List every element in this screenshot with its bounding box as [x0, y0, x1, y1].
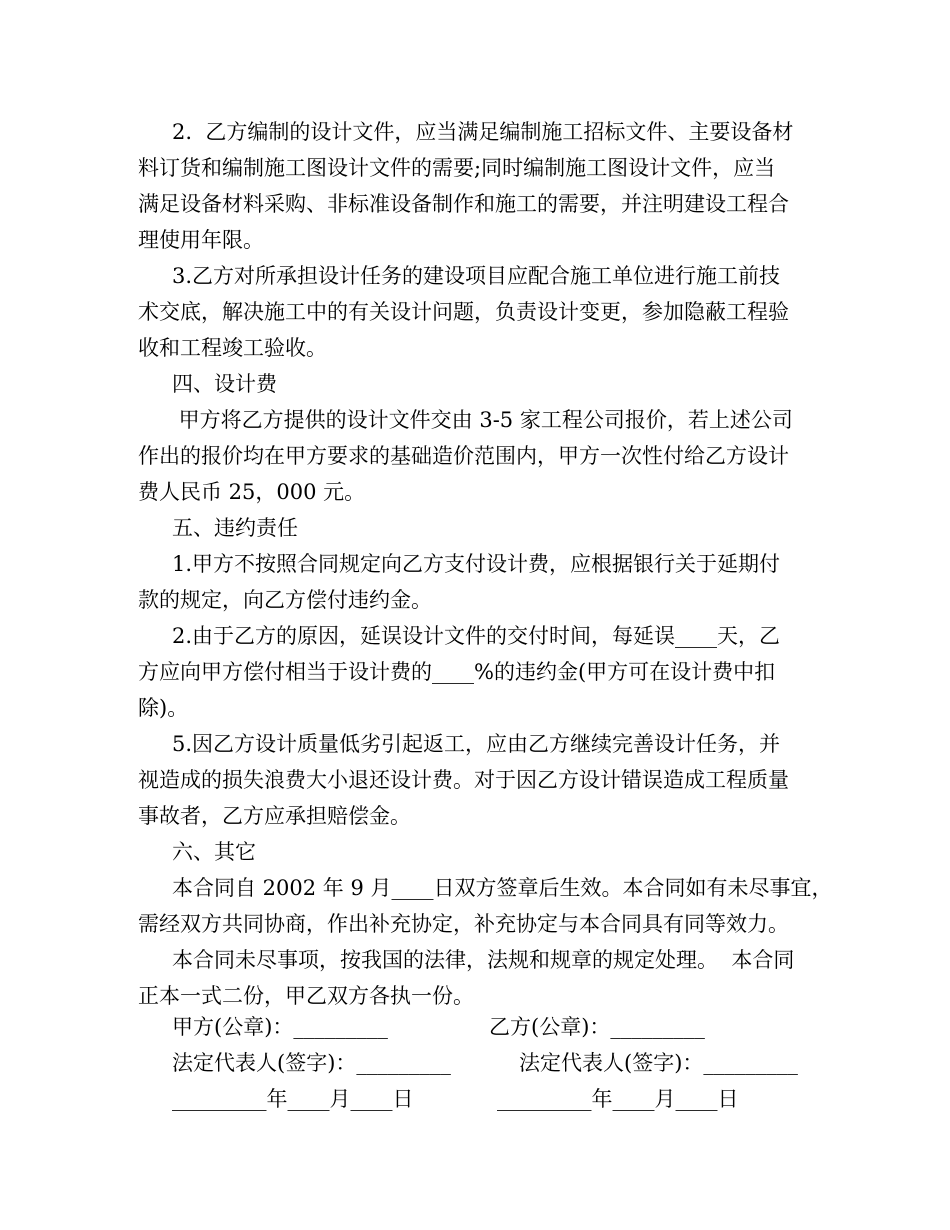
paragraph-first-line: 本合同未尽事项，按我国的法律，法规和规章的规定处理。 本合同: [172, 948, 795, 972]
paragraph-line: 作出的报价均在甲方要求的基础造价范围内，甲方一次性付给乙方设计: [138, 444, 789, 468]
paragraph-line: 理使用年限。: [138, 228, 264, 252]
paragraph-line: 方应向甲方偿付相当于设计费的____%的违约金(甲方可在设计费中扣: [138, 660, 776, 684]
paragraph-line: 正本一式二份，甲乙双方各执一份。: [138, 984, 474, 1008]
party-b-date-line: _________年____月____日: [497, 1087, 739, 1111]
paragraph-first-line: 本合同自 2002 年 9 月____日双方签章后生效。本合同如有未尽事宜，: [172, 876, 833, 900]
paragraph-line: 除)。: [138, 696, 189, 720]
paragraph-first-line: 1.甲方不按照合同规定向乙方支付设计费，应根据银行关于延期付: [172, 552, 781, 576]
paragraph-first-line: 2. 乙方编制的设计文件，应当满足编制施工招标文件、主要设备材: [172, 120, 794, 144]
paragraph-line: 事故者，乙方应承担赔偿金。: [138, 804, 411, 828]
paragraph-line: 视造成的损失浪费大小退还设计费。对于因乙方设计错误造成工程质量: [138, 768, 789, 792]
paragraph-line: 满足设备材料采购、非标准设备制作和施工的需要，并注明建设工程合: [138, 192, 789, 216]
paragraph-line: 需经双方共同协商，作出补充协定，补充协定与本合同具有同等效力。: [138, 912, 789, 936]
paragraph-line: 款的规定，向乙方偿付违约金。: [138, 588, 432, 612]
party-b-representative-line: 法定代表人(签字)：_________: [519, 1051, 798, 1075]
party-a-date-line: _________年____月____日: [172, 1087, 414, 1111]
party-b-seal-line: 乙方(公章)：_________: [489, 1015, 705, 1039]
paragraph-first-line: 四、设计费: [172, 372, 277, 396]
paragraph-first-line: 5.因乙方设计质量低劣引起返工，应由乙方继续完善设计任务，并: [172, 732, 781, 756]
paragraph-line: 收和工程竣工验收。: [138, 336, 327, 360]
paragraph-first-line: 六、其它: [172, 840, 256, 864]
paragraph-line: 料订货和编制施工图设计文件的需要;同时编制施工图设计文件，应当: [138, 156, 776, 180]
paragraph-first-line: 甲方将乙方提供的设计文件交由 3-5 家工程公司报价，若上述公司: [172, 408, 793, 432]
paragraph-first-line: 2.由于乙方的原因，延误设计文件的交付时间，每延误____天，乙: [172, 624, 781, 648]
paragraph-first-line: 3.乙方对所承担设计任务的建设项目应配合施工单位进行施工前技: [172, 264, 781, 288]
party-a-representative-line: 法定代表人(签字)：_________: [172, 1051, 451, 1075]
paragraph-line: 费人民币 25，000 元。: [138, 480, 366, 504]
party-a-seal-line: 甲方(公章)：_________: [172, 1015, 388, 1039]
paragraph-first-line: 五、违约责任: [172, 516, 298, 540]
paragraph-line: 术交底，解决施工中的有关设计问题，负责设计变更，参加隐蔽工程验: [138, 300, 789, 324]
